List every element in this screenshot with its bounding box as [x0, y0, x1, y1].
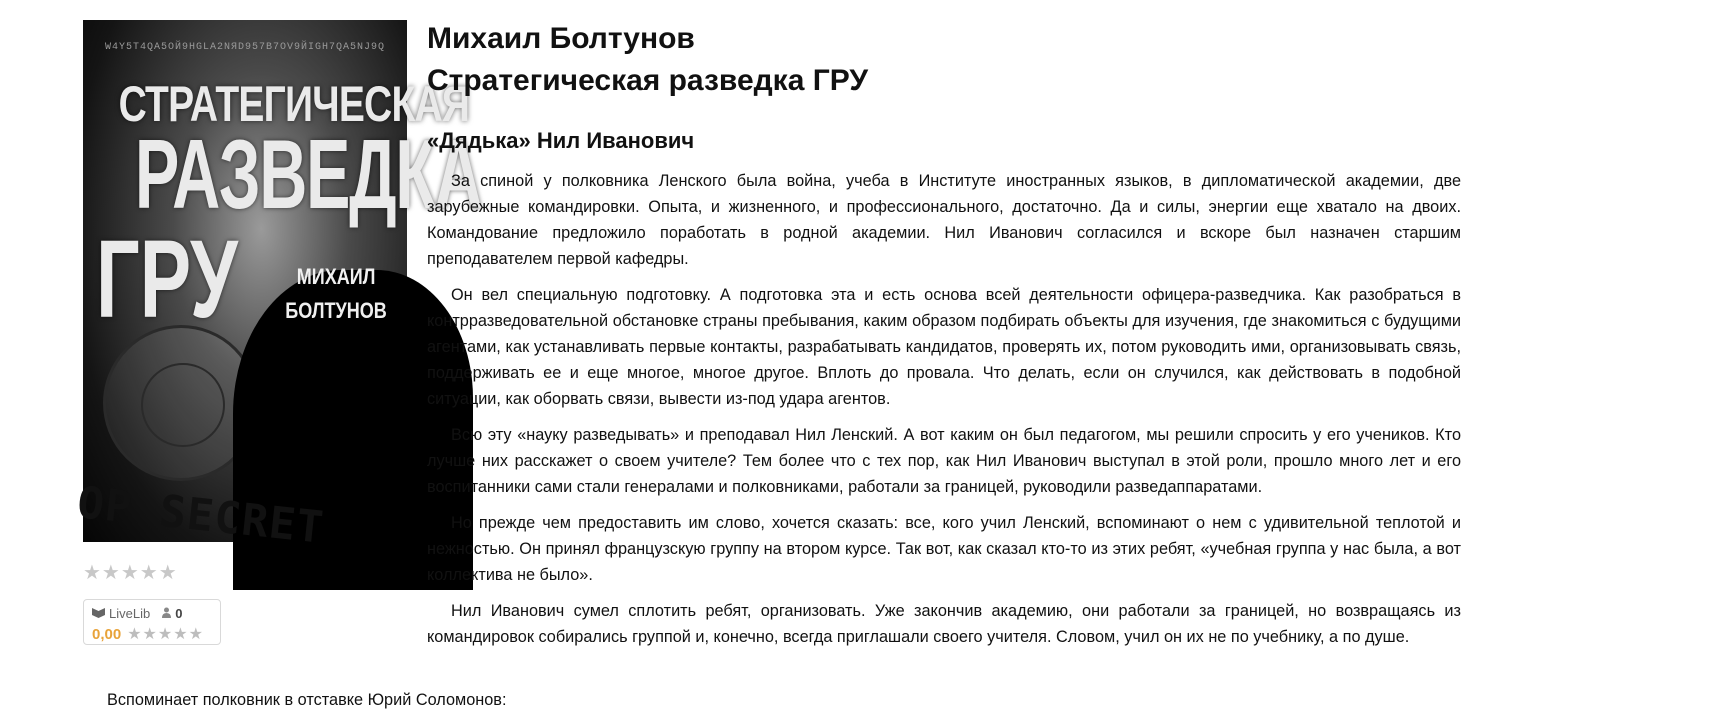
cover-code-strip: W4Y5T4QA5OЙ9HGLA2NЯD957B7OV9ЙIGH7QA5NJ9Q [104, 42, 386, 53]
chapter-title: «Дядька» Нил Иванович [427, 128, 695, 153]
book-title: Стратегическая разведка ГРУ [427, 64, 868, 97]
book-content [427, 18, 1461, 660]
user-rating-stars[interactable]: ★★★★★ [83, 562, 178, 584]
paragraph: Но прежде чем предоставить им слово, хочется сказать: все, кого учил Ленский, вспоминают о нем с удивительной теплотой и нежностью. Он принял французскую группу на втором курсе. Так вот, как сказал кто-то из этих ребят, «учебная группа у нас была, а вот коллектива не было». [427, 514, 1461, 584]
cover-author-line-2: БОЛТУНОВ [285, 298, 387, 323]
readers-icon [162, 606, 171, 621]
cover-title-line-1: СТРАТЕГИЧЕСКАЯ [118, 76, 470, 132]
readers-count: 0 [175, 605, 183, 621]
cover-author [285, 260, 387, 328]
cover-title-line-3: ГРУ [96, 218, 238, 341]
livelib-score: 0,00 [92, 625, 122, 643]
livelib-score-stars: ★★★★★ [127, 626, 204, 643]
book-sidebar [75, 20, 482, 645]
paragraph: Он вел специальную подготовку. А подготовка эта и есть основа всей деятельности офицера-разведчика. Как разобраться в контрразведовательной обстановке страны пребывания, каким образом подбирать объекты для изучения, где знакомиться с будущими агентами, как устанавливать первые контакты, разрабатывать кандидатов, проверять их, потом руководить ими, организовывать связь, поддерживать ее и еще многое, многое другое. Вплоть до провала. Что делать, если он случился, как действовать в подобной ситуации, как оборвать связи, вывести из-под удара агентов. [427, 286, 1461, 408]
paragraph: За спиной у полковника Ленского была война, учеба в Институте иностранных языков, в дипломатической академии, две зарубежные командировки. Опыта, и жизненного, и профессионального, достаточно. Да и силы, энергии еще хватало на двоих. Командование предложило поработать в родной академии. Нил Иванович согласился и вскоре был назначен старшим преподавателем первой кафедры. [427, 172, 1461, 268]
livelib-widget[interactable] [83, 599, 221, 645]
book-cover-image[interactable] [75, 20, 482, 554]
book-author: Михаил Болтунов [427, 22, 695, 55]
paragraph: Всю эту «науку разведывать» и преподавал Нил Ленский. А вот каким он был педагогом, мы решили спросить у его учеников. Кто лучше них расскажет о своем учителе? Тем более что с тех пор, как Нил Иванович выступал в этой роли, прошло много лет и его воспитанники сами стали генералами и полковниками, работали за границей, руководили разведаппаратами. [427, 426, 1461, 496]
livelib-logo-icon [92, 606, 105, 621]
quote-intro: Вспоминает полковник в отставке Юрий Соломонов: [107, 691, 507, 709]
livelib-brand: LiveLib [109, 605, 151, 621]
paragraph: Нил Иванович сумел сплотить ребят, организовать. Уже закончив академию, они работали за границей, но возвращаясь из командировок собирались группой и, конечно, всегда приглашали своего учителя. Словом, учил он их не по учебнику, а по душе. [427, 602, 1461, 646]
cover-title-line-2: РАЗВЕДКА [134, 119, 482, 229]
cover-stamp: OP SECRET [75, 477, 327, 554]
cover-author-line-1: МИХАИЛ [296, 264, 376, 289]
